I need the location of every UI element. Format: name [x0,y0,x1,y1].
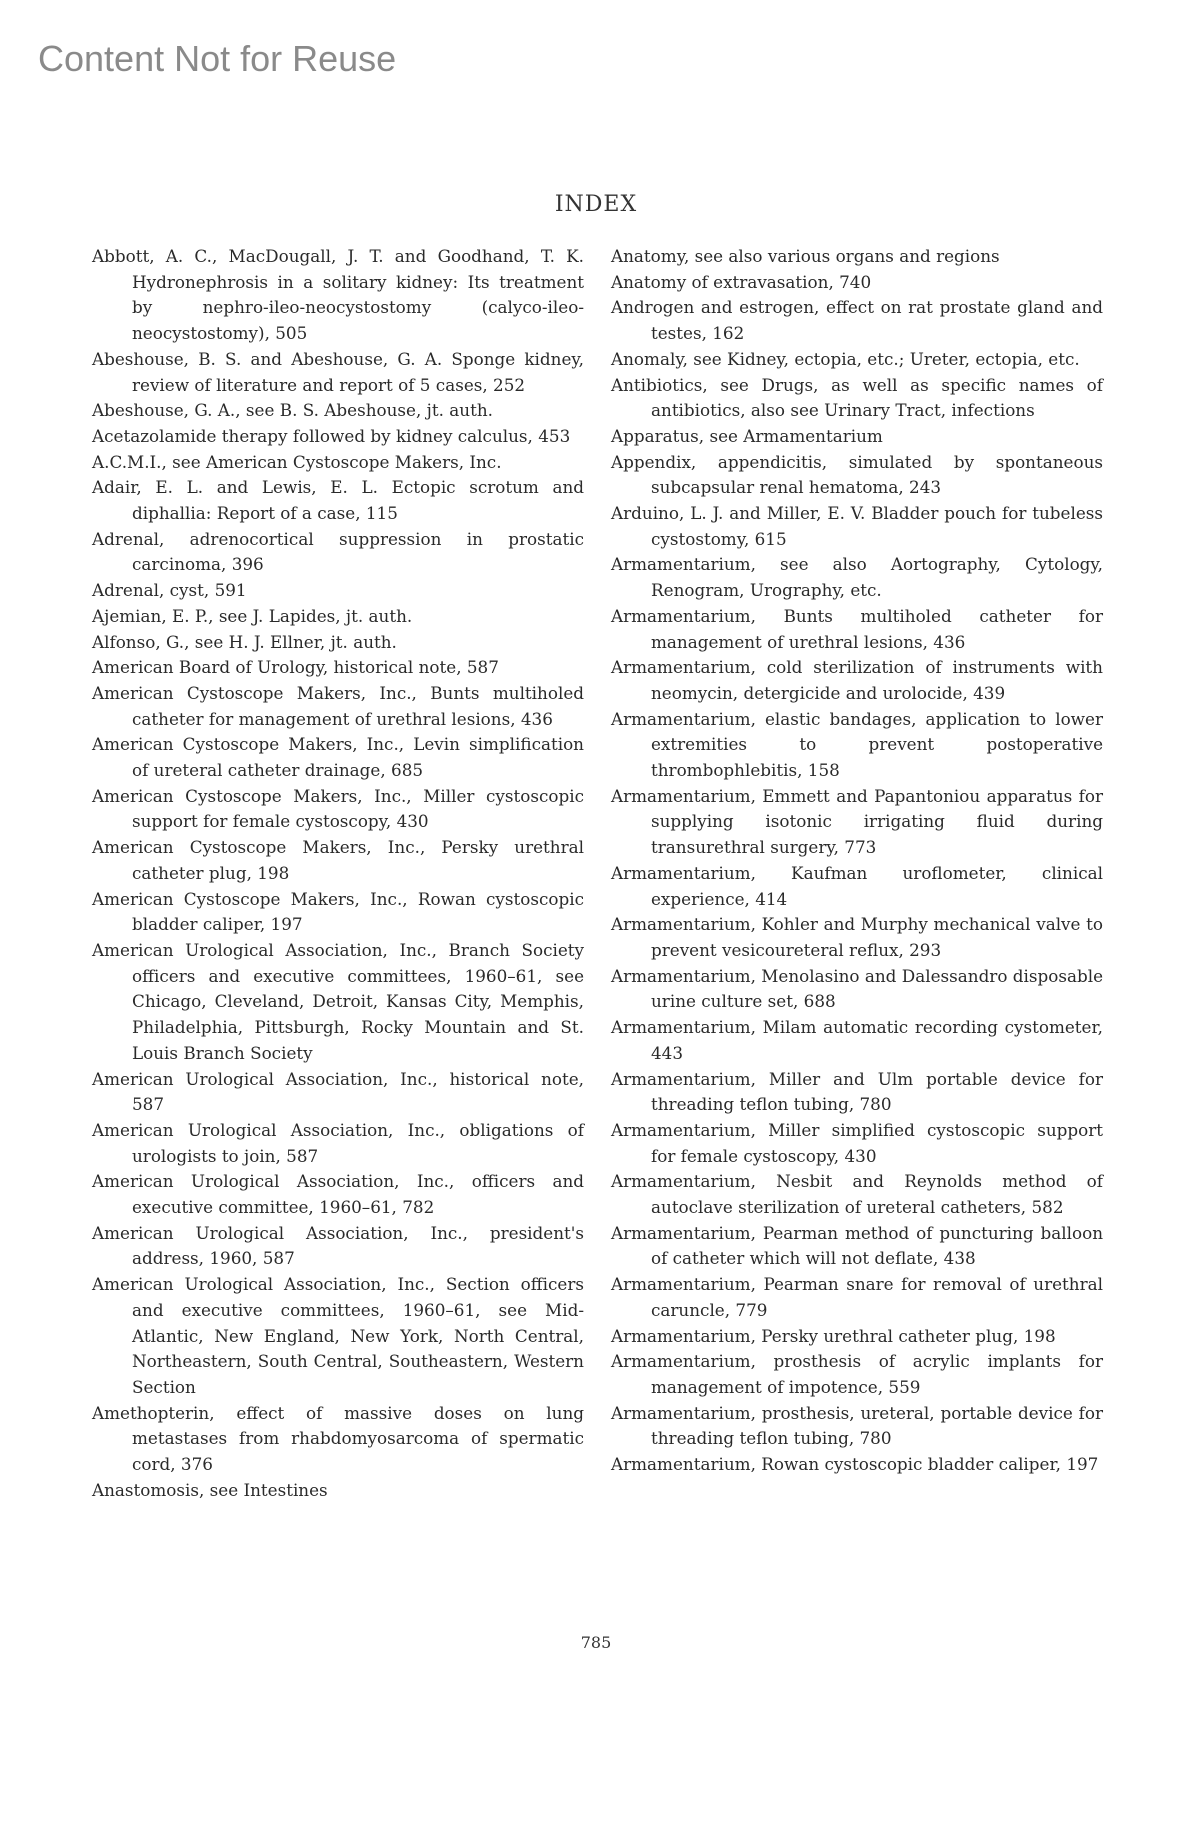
index-entry: Adair, E. L. and Lewis, E. L. Ectopic scrotum and diphallia: Report of a case, 115 [92,477,584,524]
index-entry: Armamentarium, Persky urethral catheter plug, 198 [611,1325,1056,1346]
index-entry: Armamentarium, Nesbit and Reynolds method of autoclave sterilization of ureteral catheters, 582 [611,1171,1103,1218]
index-entry: Armamentarium, Miller simplified cystoscopic support for female cystoscopy, 430 [611,1119,1103,1166]
index-entry: Anastomosis, see Intestines [92,1479,328,1500]
index-entry: Armamentarium, Pearman method of puncturing balloon of catheter which will not deflate, 438 [611,1222,1103,1269]
index-entry: Arduino, L. J. and Miller, E. V. Bladder pouch for tubeless cystostomy, 615 [611,503,1103,549]
index-entry: Antibiotics, see Drugs, as well as specific names of antibiotics, also see Urinary Tract, infections [611,374,1103,421]
index-entry: Acetazolamide therapy followed by kidney calculus, 453 [92,425,571,446]
index-entry: American Cystoscope Makers, Inc., Levin simplification of ureteral catheter drainage, 685 [92,734,584,781]
index-entry: Anatomy of extravasation, 740 [611,271,872,292]
index-entry: American Cystoscope Makers, Inc., Bunts multiholed catheter for management of urethral lesions, 436 [92,682,584,729]
index-entry: American Urological Association, Inc., historical note, 587 [92,1068,584,1115]
index-entry: Armamentarium, Rowan cystoscopic bladder caliper, 197 [611,1454,1099,1475]
watermark: Content Not for Reuse [38,38,397,79]
index-entry: Armamentarium, elastic bandages, application to lower extremities to prevent postoperative thrombophlebitis, 158 [611,708,1103,781]
index-entry: Armamentarium, Milam automatic recording cystometer, 443 [611,1017,1103,1063]
index-entry: Armamentarium, Emmett and Papantoniou apparatus for supplying isotonic irrigating fluid during transurethral surgery, 773 [611,785,1103,858]
index-column-right [611,244,1103,1478]
index-entry: American Urological Association, Inc., Branch Society officers and executive committees, 1960–61, see Chicago, Cleveland, Detroit, Kansas City, Memphis, Philadelphia, Pittsburgh, Rocky Mountain and St. Louis Branch Society [92,939,584,1063]
index-entry: American Urological Association, Inc., president's address, 1960, 587 [92,1222,584,1269]
index-entry: Adrenal, cyst, 591 [92,580,247,601]
index-entry: American Cystoscope Makers, Inc., Rowan cystoscopic bladder caliper, 197 [92,888,584,935]
index-entry: Abeshouse, B. S. and Abeshouse, G. A. Sponge kidney, review of literature and report of 5 cases, 252 [92,348,584,395]
index-column-left [92,244,584,1503]
index-entry: Appendix, appendicitis, simulated by spontaneous subcapsular renal hematoma, 243 [611,451,1103,498]
index-entry: Ajemian, E. P., see J. Lapides, jt. auth. [92,605,413,626]
index-entry: Abeshouse, G. A., see B. S. Abeshouse, jt. auth. [92,400,493,421]
index-entry: Armamentarium, prosthesis of acrylic implants for management of impotence, 559 [611,1351,1103,1397]
page-title: INDEX [554,192,638,217]
index-entry: Armamentarium, Kohler and Murphy mechanical valve to prevent vesicoureteral reflux, 293 [611,914,1103,960]
index-entry: Abbott, A. C., MacDougall, J. T. and Goodhand, T. K. Hydronephrosis in a solitary kidney: Its treatment by nephro-ileo-neocystostomy (calyco-ileo-neocystostomy), 505 [92,246,584,344]
index-entry: Apparatus, see Armamentarium [611,425,883,446]
index-entry: Adrenal, adrenocortical suppression in prostatic carcinoma, 396 [92,528,584,575]
index-entry: American Cystoscope Makers, Inc., Persky urethral catheter plug, 198 [92,837,584,883]
index-entry: American Urological Association, Inc., officers and executive committee, 1960–61, 782 [92,1171,584,1218]
index-entry: Armamentarium, cold sterilization of instruments with neomycin, detergicide and urolocide, 439 [611,657,1103,703]
index-entry: Androgen and estrogen, effect on rat prostate gland and testes, 162 [611,297,1103,344]
index-entry: Alfonso, G., see H. J. Ellner, jt. auth. [92,631,397,652]
index-entry: Armamentarium, prosthesis, ureteral, portable device for threading teflon tubing, 780 [611,1402,1103,1449]
index-entry: A.C.M.I., see American Cystoscope Makers, Inc. [92,451,502,472]
page-number: 785 [580,1633,612,1652]
index-entry: Armamentarium, Bunts multiholed catheter for management of urethral lesions, 436 [611,605,1103,652]
index-entry: Amethopterin, effect of massive doses on lung metastases from rhabdomyosarcoma of spermatic cord, 376 [92,1402,584,1475]
index-entry: Armamentarium, Kaufman uroflometer, clinical experience, 414 [611,862,1103,909]
index-entry: American Board of Urology, historical note, 587 [92,657,499,678]
index-entry: Armamentarium, see also Aortography, Cytology, Renogram, Urography, etc. [611,554,1103,601]
index-entry: Armamentarium, Miller and Ulm portable device for threading teflon tubing, 780 [611,1068,1103,1115]
index-entry: Anomaly, see Kidney, ectopia, etc.; Ureter, ectopia, etc. [611,348,1080,369]
index-entry: Armamentarium, Menolasino and Dalessandro disposable urine culture set, 688 [611,965,1103,1012]
index-entry: American Urological Association, Inc., obligations of urologists to join, 587 [92,1119,584,1166]
index-entry: Armamentarium, Pearman snare for removal of urethral caruncle, 779 [611,1274,1103,1320]
index-entry: American Cystoscope Makers, Inc., Miller cystoscopic support for female cystoscopy, 430 [92,785,584,832]
index-entry: Anatomy, see also various organs and regions [611,246,1000,266]
index-entry: American Urological Association, Inc., Section officers and executive committees, 1960–61, see Mid-Atlantic, New England, New York, North Central, Northeastern, South Central, Southeastern, Western Section [92,1274,584,1397]
